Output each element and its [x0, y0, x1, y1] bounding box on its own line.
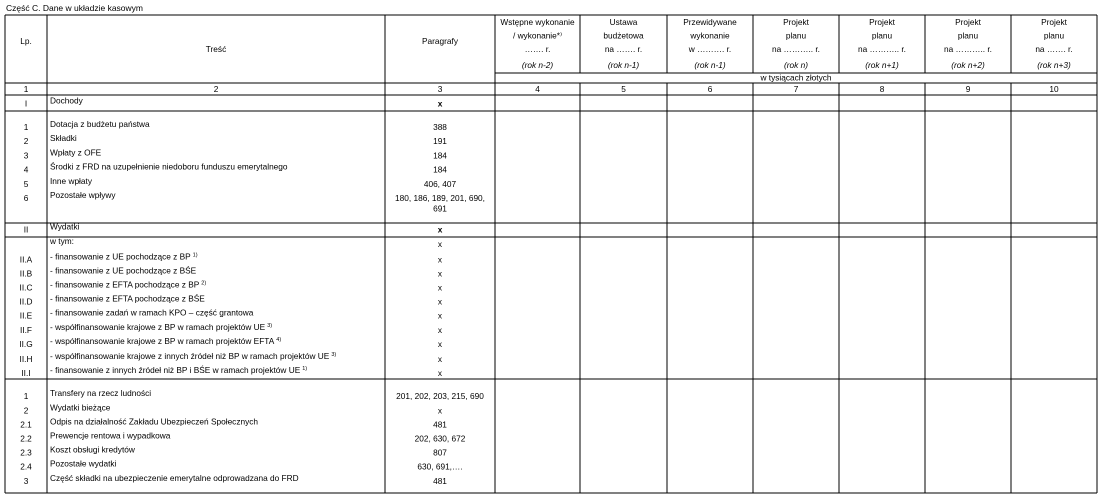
row-lp: II.C [19, 282, 33, 293]
row-tresc: Koszt obsługi kredytów [50, 444, 135, 455]
column-header-period: (rok n-1) [694, 60, 726, 70]
row-lp: 2.4 [20, 461, 32, 472]
row-tresc: - współfinansowanie krajowe z innych źródeł niż BP w ramach projektów UE $^{3)}$ [50, 351, 337, 361]
row-paragraf: x [437, 268, 443, 279]
row-lp: 2.2 [20, 433, 32, 444]
row-tresc: Dotacja z budżetu państwa [50, 119, 150, 129]
row-lp: 1 [23, 391, 29, 401]
row-lp: 2.1 [20, 419, 32, 430]
row-tresc: - współfinansowanie krajowe z BP w ramach projektów EFTA $^{4)}$ [50, 336, 282, 346]
row-lp: II [23, 224, 29, 235]
column-header-period: (rok n+1) [865, 60, 899, 70]
column-header-line: Przewidywane [683, 17, 737, 27]
row-tresc: - finansowanie z UE pochodzące z BP $^{1)}$ [50, 251, 198, 262]
row-lp: II.E [19, 310, 33, 321]
row-lp: II.I [21, 368, 31, 378]
column-header-period: (rok n-1) [607, 60, 640, 70]
column-number: 7 [793, 84, 799, 94]
column-header-tresc: Treść [205, 44, 227, 54]
row-paragraf: x [437, 310, 443, 321]
row-paragraf: 191 [433, 136, 447, 146]
row-tresc: Prewencje rentowa i wypadkowa [50, 430, 171, 441]
row-tresc: - finansowanie z UE pochodzące z BŚE [50, 265, 197, 276]
row-tresc: Część składki na ubezpieczenie emerytalne odprowadzana do FRD [50, 473, 299, 483]
column-header-line: Projekt [955, 17, 981, 27]
row-paragraf: 201, 202, 203, 215, 690 [396, 391, 484, 401]
row-paragraf: x [437, 296, 443, 307]
row-lp: II.H [19, 354, 33, 364]
column-header-line: wykonanie [690, 30, 730, 41]
column-number: 2 [213, 84, 219, 94]
footnote-marker: 1) [192, 252, 198, 259]
row-paragraf: 406, 407 [423, 179, 457, 189]
row-tresc: - finansowanie z EFTA pochodzące z BŚE [50, 293, 205, 304]
column-header-line: planu [1043, 30, 1065, 41]
column-header-line: budżetowa [603, 30, 644, 41]
column-number: 9 [965, 84, 971, 94]
column-header-line: planu [957, 30, 979, 41]
row-paragraf: 180, 186, 189, 201, 690, [395, 193, 485, 203]
column-header-line: planu [871, 30, 893, 41]
row-tresc: Wydatki bieżące [50, 402, 111, 413]
column-number: 8 [879, 84, 885, 94]
row-paragraf: 202, 630, 672 [414, 433, 466, 444]
row-paragraf: x [437, 254, 443, 265]
row-lp: 6 [23, 193, 29, 203]
row-lp: II.G [19, 339, 33, 349]
unit-label: w tysiącach złotych [760, 72, 832, 83]
column-header-period: (rok n+3) [1037, 60, 1071, 70]
row-paragraf: x [437, 368, 443, 378]
row-tresc: Dochody [50, 95, 83, 106]
column-number: 5 [621, 84, 626, 94]
row-lp: 5 [23, 179, 29, 189]
row-paragraf: x [437, 224, 443, 235]
row-tresc: Środki z FRD na uzupełnienie niedoboru funduszu emerytalnego [50, 161, 288, 172]
row-paragraf: 481 [433, 419, 447, 430]
column-number: 1 [23, 84, 29, 94]
row-paragraf: 691 [433, 203, 447, 214]
column-number: 6 [707, 84, 713, 94]
column-header-line: w ………. r. [688, 44, 732, 54]
row-tresc: - współfinansowanie krajowe z BP w ramach projektów UE $^{3)}$ [50, 322, 273, 332]
column-header-paragrafy: Paragrafy [422, 36, 458, 46]
column-header-lp: Lp. [20, 36, 32, 46]
row-tresc: Inne wpłaty [50, 176, 92, 186]
row-lp: 4 [23, 164, 29, 175]
row-tresc: - finansowanie zadań w ramach KPO – część grantowa [50, 307, 254, 318]
column-header-line: na ……….. r. [944, 44, 992, 54]
column-header-line: na ……….. r. [772, 44, 820, 54]
row-lp: 2 [23, 136, 29, 146]
row-tresc: - finansowanie z EFTA pochodzące z BP $^{2)}$ [50, 279, 207, 290]
row-lp: 1 [23, 122, 29, 132]
row-tresc: Wpłaty z OFE [50, 147, 102, 158]
column-header-line: / wykonanie*⁾ [512, 30, 563, 41]
row-paragraf: x [437, 239, 443, 249]
row-tresc: Pozostałe wpływy [50, 190, 116, 200]
row-lp: 3 [23, 476, 29, 486]
column-header-line: na ……. r. [604, 44, 643, 54]
footnote-marker: 1) [302, 366, 308, 372]
row-paragraf: 184 [433, 164, 447, 175]
column-header-line: na ……….. r. [858, 44, 906, 54]
row-lp: I [24, 98, 28, 109]
row-tresc: w tym: [50, 236, 74, 246]
column-header-period: (rok n-2) [521, 60, 554, 70]
row-paragraf: 481 [433, 476, 447, 486]
row-paragraf: 630, 691,…. [417, 461, 463, 472]
row-tresc: - finansowanie z innych źródeł niż BP i BŚE w ramach projektów UE $^{1)}$ [50, 365, 308, 375]
column-header-line: Wstępne wykonanie [500, 17, 575, 27]
row-tresc: Składki [50, 133, 77, 143]
footnote-marker: 3) [331, 352, 337, 358]
column-header-line: ……. r. [524, 44, 551, 54]
column-header-line: Projekt [1041, 17, 1067, 27]
row-paragraf: 184 [433, 150, 447, 161]
row-lp: II.A [19, 254, 33, 265]
column-header-line: planu [785, 30, 807, 41]
row-tresc: Pozostałe wydatki [50, 458, 117, 469]
row-lp: II.F [20, 325, 32, 335]
column-header-period: (rok n+2) [951, 60, 985, 70]
row-lp: II.D [19, 296, 33, 307]
column-number: 3 [437, 84, 443, 94]
column-header-period: (rok n) [784, 60, 808, 70]
column-number: 10 [1049, 84, 1059, 94]
row-lp: 2.3 [20, 447, 32, 458]
column-header-line: Projekt [869, 17, 895, 27]
row-lp: 2 [23, 405, 29, 416]
footnote-marker: 3) [267, 323, 273, 329]
row-tresc: Odpis na działalność Zakładu Ubezpieczeń Społecznych [50, 416, 259, 427]
row-lp: 3 [23, 150, 29, 161]
row-lp: II.B [19, 268, 33, 279]
row-paragraf: 388 [433, 122, 447, 132]
row-paragraf: x [437, 354, 443, 364]
row-paragraf: x [437, 282, 443, 293]
row-tresc: Transfery na rzecz ludności [50, 388, 152, 398]
footnote-marker: 4) [276, 337, 282, 343]
column-header-line: Projekt [783, 17, 809, 27]
column-header-line: Ustawa [609, 17, 638, 27]
row-paragraf: x [437, 325, 443, 335]
row-paragraf: x [437, 339, 443, 349]
row-paragraf: x [437, 98, 443, 109]
table-caption: Część C. Dane w układzie kasowym [6, 3, 143, 13]
column-number: 4 [535, 84, 540, 94]
row-tresc: Wydatki [50, 221, 80, 232]
row-paragraf: x [437, 405, 443, 416]
row-paragraf: 807 [433, 447, 447, 458]
footnote-marker: 2) [201, 280, 207, 287]
column-header-line: na ……. r. [1035, 44, 1073, 54]
